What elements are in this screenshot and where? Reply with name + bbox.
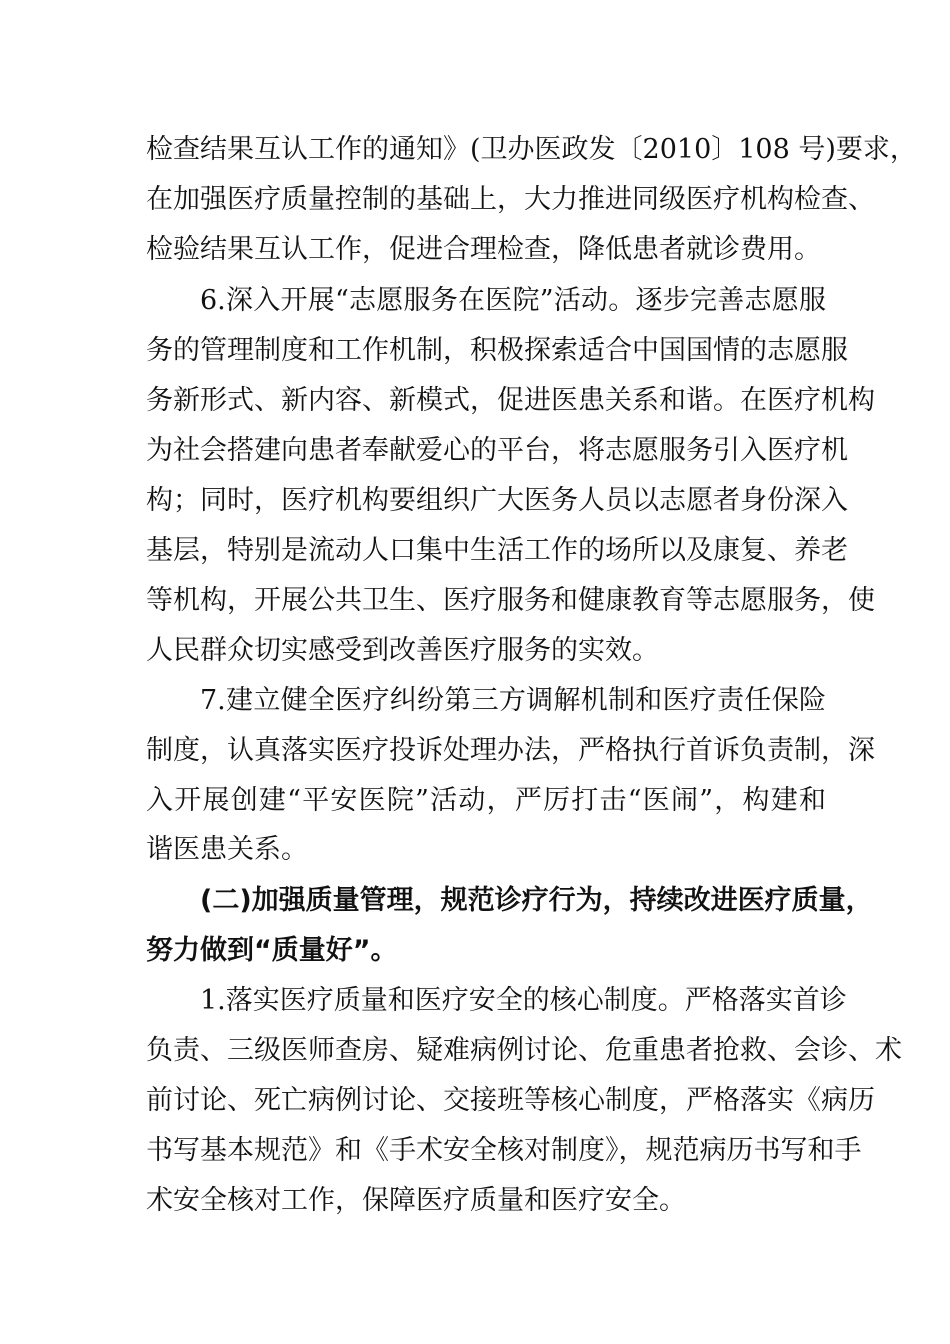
- section-heading: 努力做到“质量好”。: [146, 935, 398, 966]
- text-line: 为社会搭建向患者奉献爱心的平台，将志愿服务引入医疗机: [146, 435, 848, 466]
- paragraph-first-line: 1.落实医疗质量和医疗安全的核心制度。严格落实首诊: [200, 985, 847, 1016]
- text-line: 谐医患关系。: [146, 834, 308, 865]
- text-line: 务新形式、新内容、新模式，促进医患关系和谐。在医疗机构: [146, 385, 875, 416]
- text-line: 检验结果互认工作，促进合理检查，降低患者就诊费用。: [146, 234, 821, 265]
- text-line: 书写基本规范》和《手术安全核对制度》，规范病历书写和手: [146, 1135, 862, 1166]
- section-heading: (二)加强质量管理，规范诊疗行为，持续改进医疗质量，: [200, 885, 873, 916]
- paragraph-first-line: 7.建立健全医疗纠纷第三方调解机制和医疗责任保险: [200, 685, 826, 716]
- text-line: 务的管理制度和工作机制，积极探索适合中国国情的志愿服: [146, 335, 848, 366]
- paragraph-first-line: 6.深入开展“志愿服务在医院”活动。逐步完善志愿服: [200, 285, 826, 316]
- text-line: 构；同时，医疗机构要组织广大医务人员以志愿者身份深入: [146, 485, 848, 516]
- text-line: 负责、三级医师查房、疑难病例讨论、危重患者抢救、会诊、术: [146, 1035, 902, 1066]
- text-line: 等机构，开展公共卫生、医疗服务和健康教育等志愿服务，使: [146, 585, 875, 616]
- text-line: 人民群众切实感受到改善医疗服务的实效。: [146, 635, 659, 666]
- text-line: 基层，特别是流动人口集中生活工作的场所以及康复、养老: [146, 535, 848, 566]
- text-line: 在加强医疗质量控制的基础上，大力推进同级医疗机构检查、: [146, 184, 875, 215]
- text-line: 检查结果互认工作的通知》(卫办医政发〔2010〕108 号)要求，: [146, 134, 917, 165]
- text-line: 术安全核对工作，保障医疗质量和医疗安全。: [146, 1185, 686, 1216]
- text-line: 制度，认真落实医疗投诉处理办法，严格执行首诉负责制，深: [146, 735, 875, 766]
- text-line: 前讨论、死亡病例讨论、交接班等核心制度，严格落实《病历: [146, 1085, 875, 1116]
- text-line: 入开展创建“平安医院”活动，严厉打击“医闹”，构建和: [146, 785, 826, 816]
